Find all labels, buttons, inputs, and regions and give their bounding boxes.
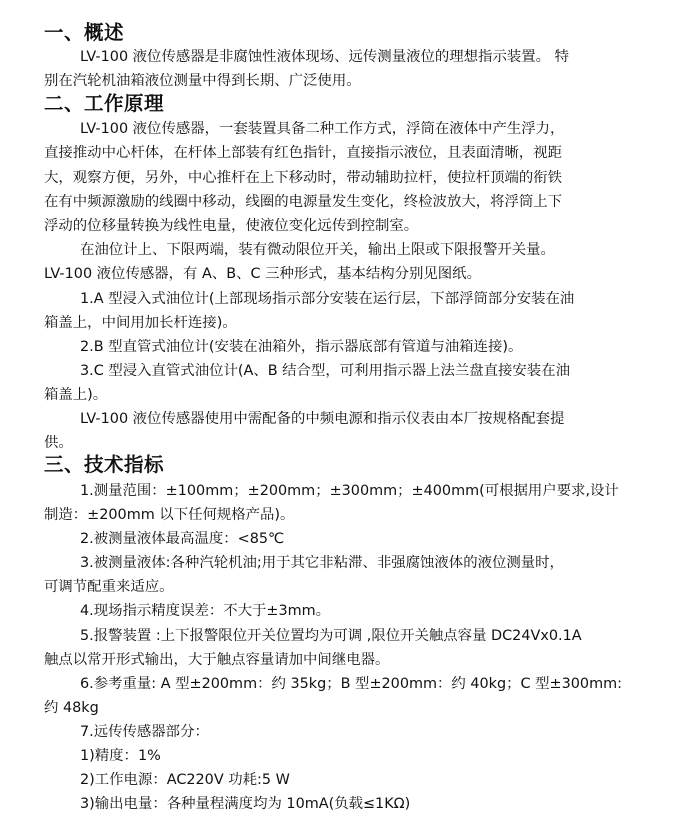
paragraph-line: 可调节配重来适应。 bbox=[44, 579, 174, 595]
section-heading-principle: 二、工作原理 bbox=[44, 92, 165, 115]
paragraph-line: 直接推动中心杆体，在杆体上部装有红色指针，直接指示液位，且表面清晰，视距 bbox=[44, 145, 563, 161]
paragraph-line: 供。 bbox=[44, 435, 73, 451]
paragraph-line: 制造：±200mm 以下任何规格产品)。 bbox=[44, 507, 295, 523]
paragraph-line: 箱盖上，中间用加长杆连接)。 bbox=[44, 315, 237, 331]
paragraph-line: 1)精度：1% bbox=[80, 748, 161, 764]
paragraph-line: 浮动的位移量转换为线性电量，使液位变化远传到控制室。 bbox=[44, 218, 419, 234]
paragraph-line: LV-100 液位传感器使用中需配备的中频电源和指示仪表由本厂按规格配套提 bbox=[80, 411, 565, 427]
paragraph-line: 2.B 型直管式油位计(安装在油箱外，指示器底部有管道与油箱连接)。 bbox=[80, 339, 523, 355]
paragraph-line: 7.远传传感器部分： bbox=[80, 724, 209, 740]
paragraph-line: 5.报警装置 :上下报警限位开关位置均为可调 ,限位开关触点容量 DC24Vx0.1A bbox=[80, 628, 582, 644]
paragraph-line: 在有中频源激励的线圈中移动，线圈的电源量发生变化，终检波放大，将浮筒上下 bbox=[44, 194, 563, 210]
section-heading-overview: 一、概述 bbox=[44, 21, 125, 44]
paragraph-line: LV-100 液位传感器，一套装置具备二种工作方式，浮筒在液体中产生浮力， bbox=[80, 121, 565, 137]
paragraph-line: 2)工作电源：AC220V 功耗:5 W bbox=[80, 772, 290, 788]
paragraph-line: 在油位计上、下限两端，装有微动限位开关，输出上限或下限报警开关量。 bbox=[80, 242, 555, 258]
paragraph-line: 大，观察方便，另外，中心推杆在上下移动时，带动辅助拉杆，使拉杆顶端的衔铁 bbox=[44, 170, 563, 186]
paragraph-line: LV-100 液位传感器是非腐蚀性液体现场、远传测量液位的理想指示装置。 特 bbox=[80, 49, 569, 65]
paragraph-line: 6.参考重量: A 型±200mm：约 35kg；B 型±200mm：约 40kg；C 型±300mm: bbox=[80, 676, 622, 692]
section-heading-specs: 三、技术指标 bbox=[44, 453, 165, 476]
paragraph-line: 1.测量范围：±100mm；±200mm；±300mm；±400mm(可根据用户要求,设计 bbox=[80, 483, 619, 499]
paragraph-line: LV-100 液位传感器，有 A、B、C 三种形式，基本结构分别见图纸。 bbox=[44, 266, 481, 282]
paragraph-line: 箱盖上)。 bbox=[44, 387, 108, 403]
paragraph-line: 3.C 型浸入直管式油位计(A、B 结合型，可利用指示器上法兰盘直接安装在油 bbox=[80, 363, 570, 379]
paragraph-line: 约 48kg bbox=[44, 700, 99, 716]
paragraph-line: 别在汽轮机油箱液位测量中得到长期、广泛使用。 bbox=[44, 73, 361, 89]
paragraph-line: 2.被测量液体最高温度：<85℃ bbox=[80, 531, 285, 547]
paragraph-line: 1.A 型浸入式油位计(上部现场指示部分安装在运行层，下部浮筒部分安装在油 bbox=[80, 291, 575, 307]
paragraph-line: 3)输出电量：各种量程满度均为 10mA(负载≤1KΩ) bbox=[80, 796, 411, 812]
paragraph-line: 3.被测量液体:各种汽轮机油;用于其它非粘滞、非强腐蚀液体的液位测量时， bbox=[80, 555, 564, 571]
paragraph-line: 触点以常开形式输出，大于触点容量请加中间继电器。 bbox=[44, 652, 390, 668]
paragraph-line: 4.现场指示精度误差：不大于±3mm。 bbox=[80, 603, 331, 619]
